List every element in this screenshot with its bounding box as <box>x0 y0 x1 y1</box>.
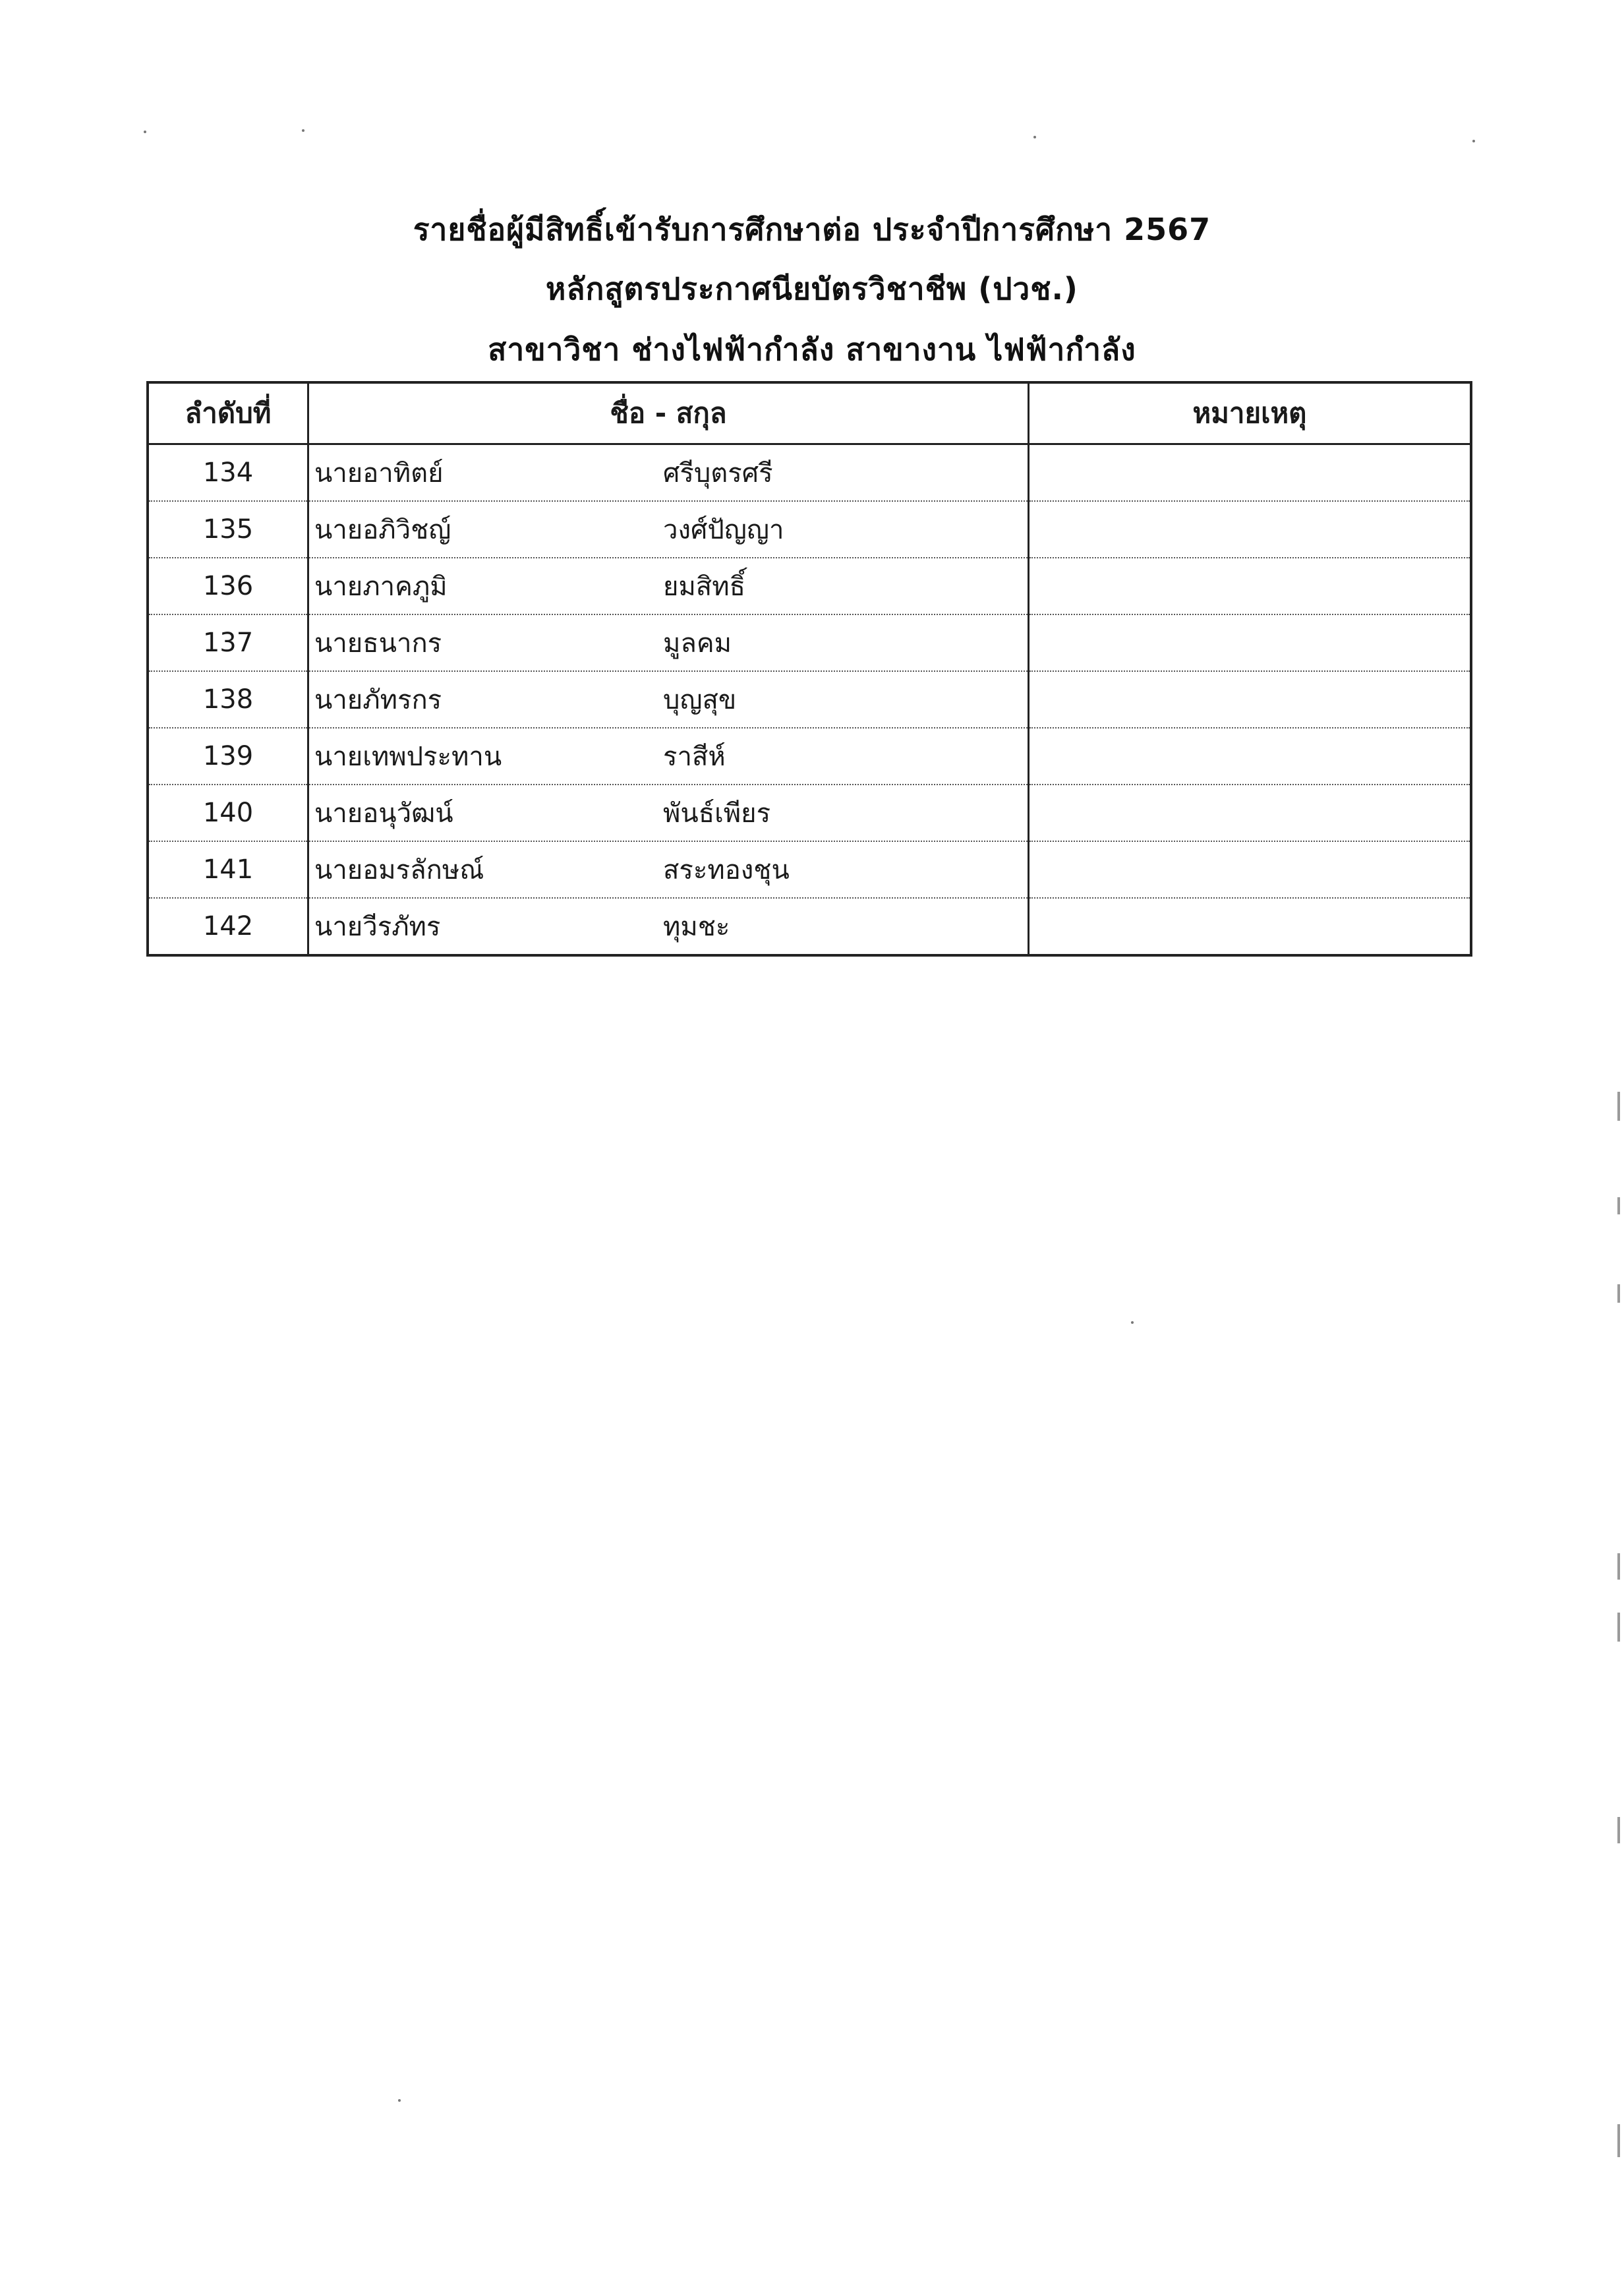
table-row <box>148 444 1471 502</box>
document-title: รายชื่อผู้มีสิทธิ์เข้ารับการศึกษาต่อ ประจำปีการศึกษา 2567 <box>413 212 1211 247</box>
scan-speck <box>398 2099 401 2102</box>
row-remarks <box>1029 558 1472 614</box>
scan-speck <box>302 129 304 132</box>
given-name: นายเทพประทาน <box>314 742 502 772</box>
scan-edge-mark <box>1617 1613 1620 1642</box>
given-name: นายอาทิตย์ <box>314 458 444 489</box>
surname: ราสีห์ <box>663 742 726 772</box>
table-row <box>148 898 1471 955</box>
given-name: นายภัทรกร <box>314 685 442 715</box>
table-row <box>148 614 1471 671</box>
row-remarks <box>1029 841 1472 898</box>
row-full-name <box>308 444 1029 502</box>
given-name: นายภาคภูมิ <box>314 572 448 602</box>
row-full-name <box>308 558 1029 614</box>
given-name: นายอมรลักษณ์ <box>314 855 484 885</box>
given-name: นายวีรภัทร <box>314 912 441 942</box>
row-full-name <box>308 614 1029 671</box>
scan-edge-mark <box>1617 2124 1620 2157</box>
header-full-name: ชื่อ - สกุล <box>308 382 1029 444</box>
scan-speck <box>1033 136 1036 138</box>
row-sequence: 141 <box>148 841 308 898</box>
row-full-name <box>308 785 1029 841</box>
row-sequence: 137 <box>148 614 308 671</box>
department-subtitle: สาขาวิชา ช่างไฟฟ้ากำลัง สาขางาน ไฟฟ้ากำลัง <box>488 332 1136 367</box>
row-full-name <box>308 728 1029 785</box>
program-subtitle: หลักสูตรประกาศนียบัตรวิชาชีพ (ปวช.) <box>546 271 1078 307</box>
row-sequence: 135 <box>148 501 308 558</box>
surname: มูลคม <box>663 628 732 659</box>
table-row <box>148 501 1471 558</box>
scan-edge-mark <box>1617 1197 1620 1214</box>
surname: ศรีบุตรศรี <box>663 458 773 489</box>
surname: สระทองชุน <box>663 855 790 885</box>
row-sequence: 140 <box>148 785 308 841</box>
surname: บุญสุข <box>663 685 737 715</box>
surname: ยมสิทธิ์ <box>663 572 745 602</box>
row-sequence: 138 <box>148 671 308 728</box>
row-sequence: 142 <box>148 898 308 955</box>
table-header-row <box>148 382 1471 444</box>
row-remarks <box>1029 501 1472 558</box>
row-full-name <box>308 841 1029 898</box>
row-sequence: 139 <box>148 728 308 785</box>
table-row <box>148 841 1471 898</box>
given-name: นายอภิวิชญ์ <box>314 515 451 545</box>
row-remarks <box>1029 671 1472 728</box>
row-remarks <box>1029 728 1472 785</box>
table-row <box>148 558 1471 614</box>
surname: ทุมชะ <box>663 912 730 942</box>
scan-edge-mark <box>1617 1284 1620 1303</box>
scan-edge-mark <box>1617 1817 1620 1843</box>
student-roster-table <box>146 381 1472 957</box>
surname: วงศ์ปัญญา <box>663 515 784 545</box>
scan-speck <box>1472 140 1475 142</box>
row-full-name <box>308 501 1029 558</box>
table-row <box>148 728 1471 785</box>
row-remarks <box>1029 614 1472 671</box>
row-remarks <box>1029 785 1472 841</box>
header-remarks: หมายเหตุ <box>1029 382 1472 444</box>
table-row <box>148 671 1471 728</box>
given-name: นายอนุวัฒน์ <box>314 798 453 829</box>
row-remarks <box>1029 898 1472 955</box>
surname: พันธ์เพียร <box>663 798 771 829</box>
scan-edge-mark <box>1617 1553 1620 1580</box>
header-sequence: ลำดับที่ <box>148 382 308 444</box>
scan-edge-mark <box>1617 1092 1620 1121</box>
row-full-name <box>308 898 1029 955</box>
given-name: นายธนากร <box>314 628 442 659</box>
row-remarks <box>1029 444 1472 502</box>
row-sequence: 134 <box>148 444 308 502</box>
row-full-name <box>308 671 1029 728</box>
table-row <box>148 785 1471 841</box>
scan-speck <box>144 131 146 133</box>
row-sequence: 136 <box>148 558 308 614</box>
scan-speck <box>1131 1321 1134 1324</box>
